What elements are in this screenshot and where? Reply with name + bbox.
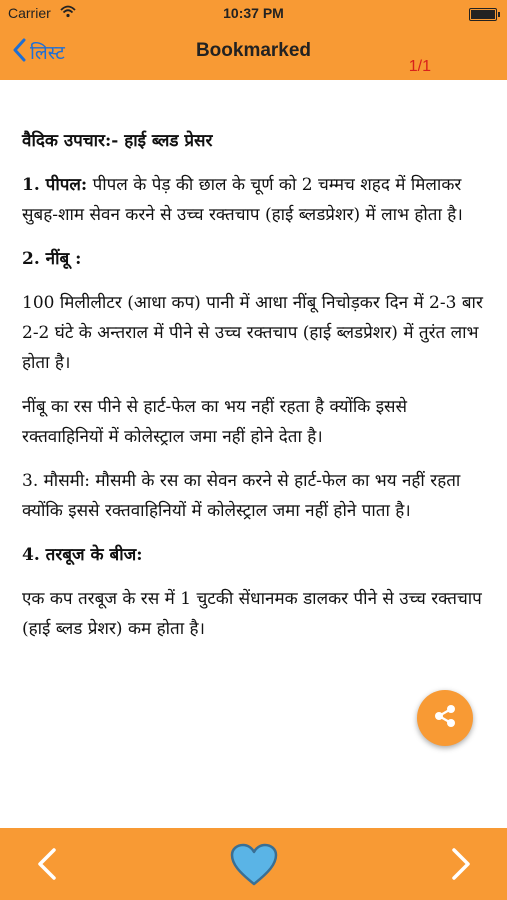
paragraph-peepal-text: पीपल के पेड़ की छाल के चूर्ण को 2 चम्मच शहद में मिलाकर सुबह-शाम सेवन करने से उच्च रक्तचाप (हाई ब्लडप्रेशर) में लाभ होता है। (22, 175, 463, 225)
page-title: Bookmarked (195, 40, 312, 61)
chevron-right-icon (440, 871, 480, 890)
previous-button[interactable] (28, 842, 68, 886)
share-icon (431, 702, 459, 734)
article-content (22, 126, 492, 658)
heart-icon (229, 873, 279, 892)
section-heading-nimbu-text: 2. नींबू : (22, 249, 82, 269)
paragraph-peepal (22, 170, 492, 230)
navigation-bar (0, 26, 507, 80)
favorite-button[interactable] (229, 842, 279, 888)
next-button[interactable] (440, 842, 480, 886)
chevron-left-icon (28, 871, 68, 890)
section-heading-tarbuj-text: 4. तरबूज के बीज: (22, 545, 143, 565)
section-heading-tarbuj (22, 540, 492, 570)
page-counter: 1/1 (408, 58, 431, 75)
article-heading: वैदिक उपचार:- हाई ब्लड प्रेसर (22, 131, 213, 151)
paragraph-nimbu: 100 मिलीलीटर (आधा कप) पानी में आधा नींबू निचोड़कर दिन में 2-3 बार 2-2 घंटे के अन्तराल में पीने से उच्च रक्तचाप (हाई ब्लडप्रेशर) में तुरंत लाभ होता है। (22, 293, 483, 373)
carrier-label: Carrier (8, 5, 51, 21)
status-bar (0, 0, 507, 26)
paragraph-mausami: 3. मौसमी: मौसमी के रस का सेवन करने से हार्ट-फेल का भय नहीं रहता क्योंकि इससे रक्तवाहिनियों में कोलेस्ट्राल जमा नहीं होने पाता है। (22, 471, 461, 521)
back-button-label: लिस्ट (30, 42, 65, 64)
section-heading-nimbu (22, 244, 492, 274)
status-time: 10:37 PM (223, 5, 284, 21)
paragraph-peepal-title: 1. पीपल: (22, 175, 88, 195)
battery-icon (469, 8, 497, 21)
share-button[interactable] (417, 690, 473, 746)
paragraph-tarbuj: एक कप तरबूज के रस में 1 चुटकी सेंधानमक डालकर पीने से उच्च रक्तचाप (हाई ब्लड प्रेशर) कम होता है। (22, 589, 482, 639)
bottom-toolbar (0, 828, 507, 900)
paragraph-nimbu-benefit: नींबू का रस पीने से हार्ट-फेल का भय नहीं रहता है क्योंकि इससे रक्तवाहिनियों में कोलेस्ट्राल जमा नहीं होने देता है। (22, 397, 408, 447)
